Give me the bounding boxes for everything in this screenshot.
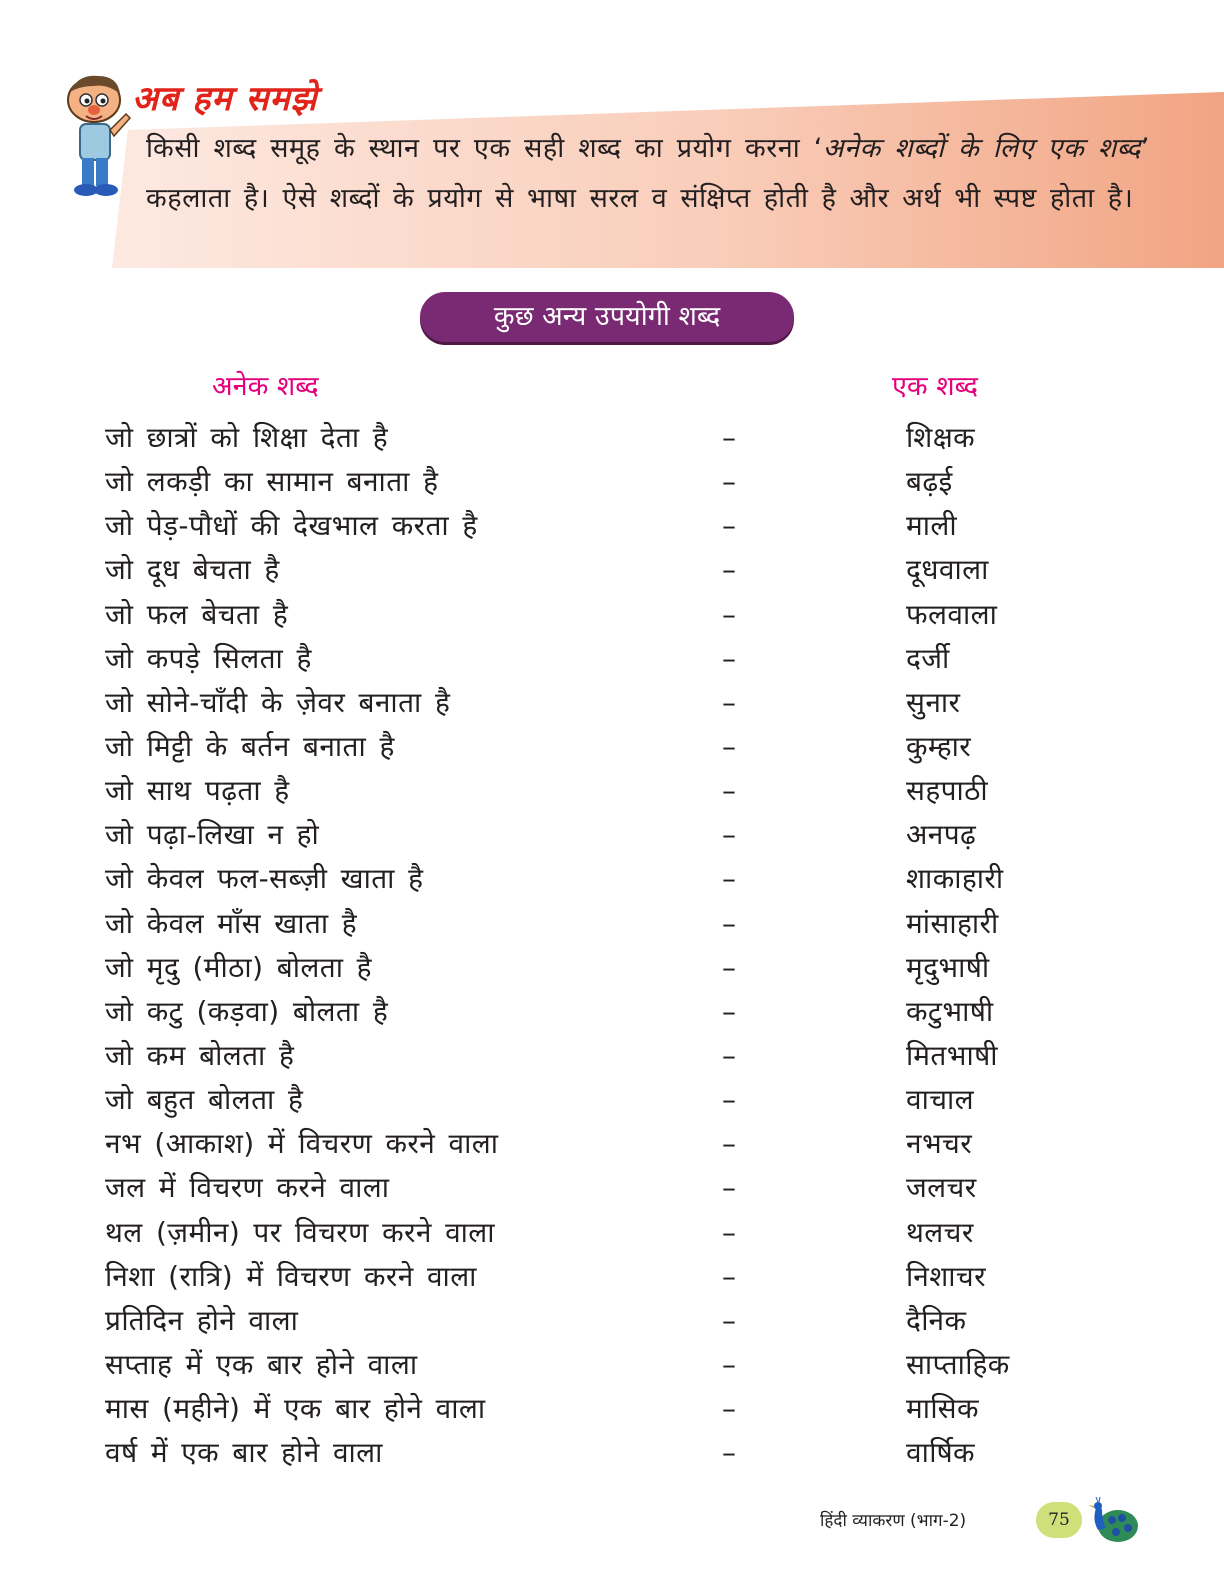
row-dash: – xyxy=(722,1171,737,1205)
row-dash: – xyxy=(722,685,737,719)
row-dash: – xyxy=(722,994,737,1028)
table-row xyxy=(0,1166,1224,1210)
row-word: साप्ताहिक xyxy=(906,1347,1010,1381)
row-word: मितभाषी xyxy=(906,1038,998,1072)
row-phrase: जो सोने-चाँदी के ज़ेवर बनाता है xyxy=(105,685,451,719)
section-title-pill: कुछ अन्य उपयोगी शब्द xyxy=(420,292,794,342)
row-word: शाकाहारी xyxy=(906,862,1004,896)
table-row xyxy=(0,1034,1224,1078)
row-word: कुम्हार xyxy=(906,729,972,763)
row-phrase: थल (ज़मीन) पर विचरण करने वाला xyxy=(105,1215,495,1249)
row-phrase: सप्ताह में एक बार होने वाला xyxy=(105,1347,418,1381)
row-word: अनपढ़ xyxy=(906,818,977,852)
table-row xyxy=(0,637,1224,681)
row-word: बढ़ई xyxy=(906,465,953,499)
row-word: वार्षिक xyxy=(906,1436,975,1470)
row-dash: – xyxy=(722,818,737,852)
row-word: जलचर xyxy=(906,1171,977,1205)
row-word: फलवाला xyxy=(906,597,998,631)
table-row xyxy=(0,725,1224,769)
row-word: थलचर xyxy=(906,1215,974,1249)
row-phrase: जो छात्रों को शिक्षा देता है xyxy=(105,421,389,454)
row-dash: – xyxy=(722,1436,737,1470)
column-header-phrases: अनेक शब्द xyxy=(212,371,319,402)
word-list xyxy=(0,416,1224,1475)
table-row xyxy=(0,548,1224,592)
table-row xyxy=(0,1343,1224,1387)
row-phrase: जो कपड़े सिलता है xyxy=(105,641,312,675)
table-row xyxy=(0,990,1224,1034)
table-row xyxy=(0,813,1224,857)
row-phrase: जल में विचरण करने वाला xyxy=(105,1171,390,1205)
row-phrase: जो लकड़ी का सामान बनाता है xyxy=(105,465,439,499)
table-row xyxy=(0,769,1224,813)
paragraph-italic-term: अनेक शब्दों के लिए एक शब्द xyxy=(822,133,1141,164)
row-dash: – xyxy=(722,1038,737,1072)
row-phrase: जो केवल फल-सब्ज़ी खाता है xyxy=(105,862,424,896)
table-row xyxy=(0,416,1224,460)
table-row xyxy=(0,1211,1224,1255)
row-dash: – xyxy=(722,1259,737,1293)
row-word: मांसाहारी xyxy=(906,906,999,940)
row-phrase: जो फल बेचता है xyxy=(105,597,289,631)
table-row xyxy=(0,1299,1224,1343)
row-dash: – xyxy=(722,729,737,763)
row-phrase: जो कटु (कड़वा) बोलता है xyxy=(105,994,389,1028)
paragraph-text-start: किसी शब्द समूह के स्थान पर एक सही शब्द का प्रयोग करना ‘ xyxy=(146,133,823,164)
row-phrase: जो पेड़-पौधों की देखभाल करता है xyxy=(105,509,478,543)
row-word: मासिक xyxy=(906,1392,979,1426)
row-phrase: वर्ष में एक बार होने वाला xyxy=(105,1436,383,1470)
row-word: दूधवाला xyxy=(906,553,989,587)
row-dash: – xyxy=(722,950,737,984)
row-phrase: मास (महीने) में एक बार होने वाला xyxy=(105,1392,486,1426)
row-word: माली xyxy=(906,509,958,543)
row-word: शिक्षक xyxy=(906,421,976,454)
row-phrase: जो बहुत बोलता है xyxy=(105,1083,304,1117)
row-dash: – xyxy=(722,421,737,454)
row-word: नभचर xyxy=(906,1127,973,1161)
row-dash: – xyxy=(722,1303,737,1337)
row-dash: – xyxy=(722,1127,737,1161)
row-dash: – xyxy=(722,1392,737,1426)
row-phrase: जो मिट्टी के बर्तन बनाता है xyxy=(105,729,395,763)
row-phrase: निशा (रात्रि) में विचरण करने वाला xyxy=(105,1259,477,1293)
peacock-icon xyxy=(1082,1496,1140,1546)
row-dash: – xyxy=(722,553,737,587)
row-phrase: जो मृदु (मीठा) बोलता है xyxy=(105,950,372,984)
table-row xyxy=(0,1431,1224,1475)
row-word: निशाचर xyxy=(906,1259,986,1293)
row-phrase: जो दूध बेचता है xyxy=(105,553,280,587)
row-word: सहपाठी xyxy=(906,774,989,808)
row-word: मृदुभाषी xyxy=(906,950,990,984)
page-number: 75 xyxy=(1036,1502,1082,1538)
row-dash: – xyxy=(722,906,737,940)
row-dash: – xyxy=(722,641,737,675)
table-row xyxy=(0,1255,1224,1299)
table-row xyxy=(0,946,1224,990)
table-row xyxy=(0,504,1224,548)
table-row xyxy=(0,1122,1224,1166)
row-phrase: प्रतिदिन होने वाला xyxy=(105,1303,299,1337)
table-row xyxy=(0,460,1224,504)
row-word: सुनार xyxy=(906,685,961,719)
definition-paragraph xyxy=(146,124,1150,224)
table-row xyxy=(0,1387,1224,1431)
footer-book-title: हिंदी व्याकरण (भाग-2) xyxy=(820,1511,967,1531)
row-dash: – xyxy=(722,465,737,499)
cartoon-boy-icon xyxy=(58,70,136,200)
paragraph-text-end: ’ कहलाता है। ऐसे शब्दों के प्रयोग से भाषा सरल व संक्षिप्त होती है और अर्थ भी स्पष्ट होता है। xyxy=(146,133,1151,214)
row-dash: – xyxy=(722,862,737,896)
row-dash: – xyxy=(722,1347,737,1381)
table-row xyxy=(0,593,1224,637)
row-dash: – xyxy=(722,1215,737,1249)
table-row xyxy=(0,1078,1224,1122)
row-phrase: नभ (आकाश) में विचरण करने वाला xyxy=(105,1127,499,1161)
row-word: दैनिक xyxy=(906,1303,967,1337)
row-dash: – xyxy=(722,1083,737,1117)
row-word: कटुभाषी xyxy=(906,994,994,1028)
row-phrase: जो साथ पढ़ता है xyxy=(105,774,290,808)
row-word: दर्जी xyxy=(906,641,950,675)
table-row xyxy=(0,681,1224,725)
table-row xyxy=(0,857,1224,901)
section-heading: अब हम समझे xyxy=(132,79,318,119)
table-row xyxy=(0,902,1224,946)
row-dash: – xyxy=(722,509,737,543)
row-dash: – xyxy=(722,597,737,631)
row-phrase: जो केवल माँस खाता है xyxy=(105,906,358,940)
row-dash: – xyxy=(722,774,737,808)
row-phrase: जो कम बोलता है xyxy=(105,1038,295,1072)
row-phrase: जो पढ़ा-लिखा न हो xyxy=(105,818,320,852)
row-word: वाचाल xyxy=(906,1083,975,1117)
column-header-words: एक शब्द xyxy=(892,371,978,402)
